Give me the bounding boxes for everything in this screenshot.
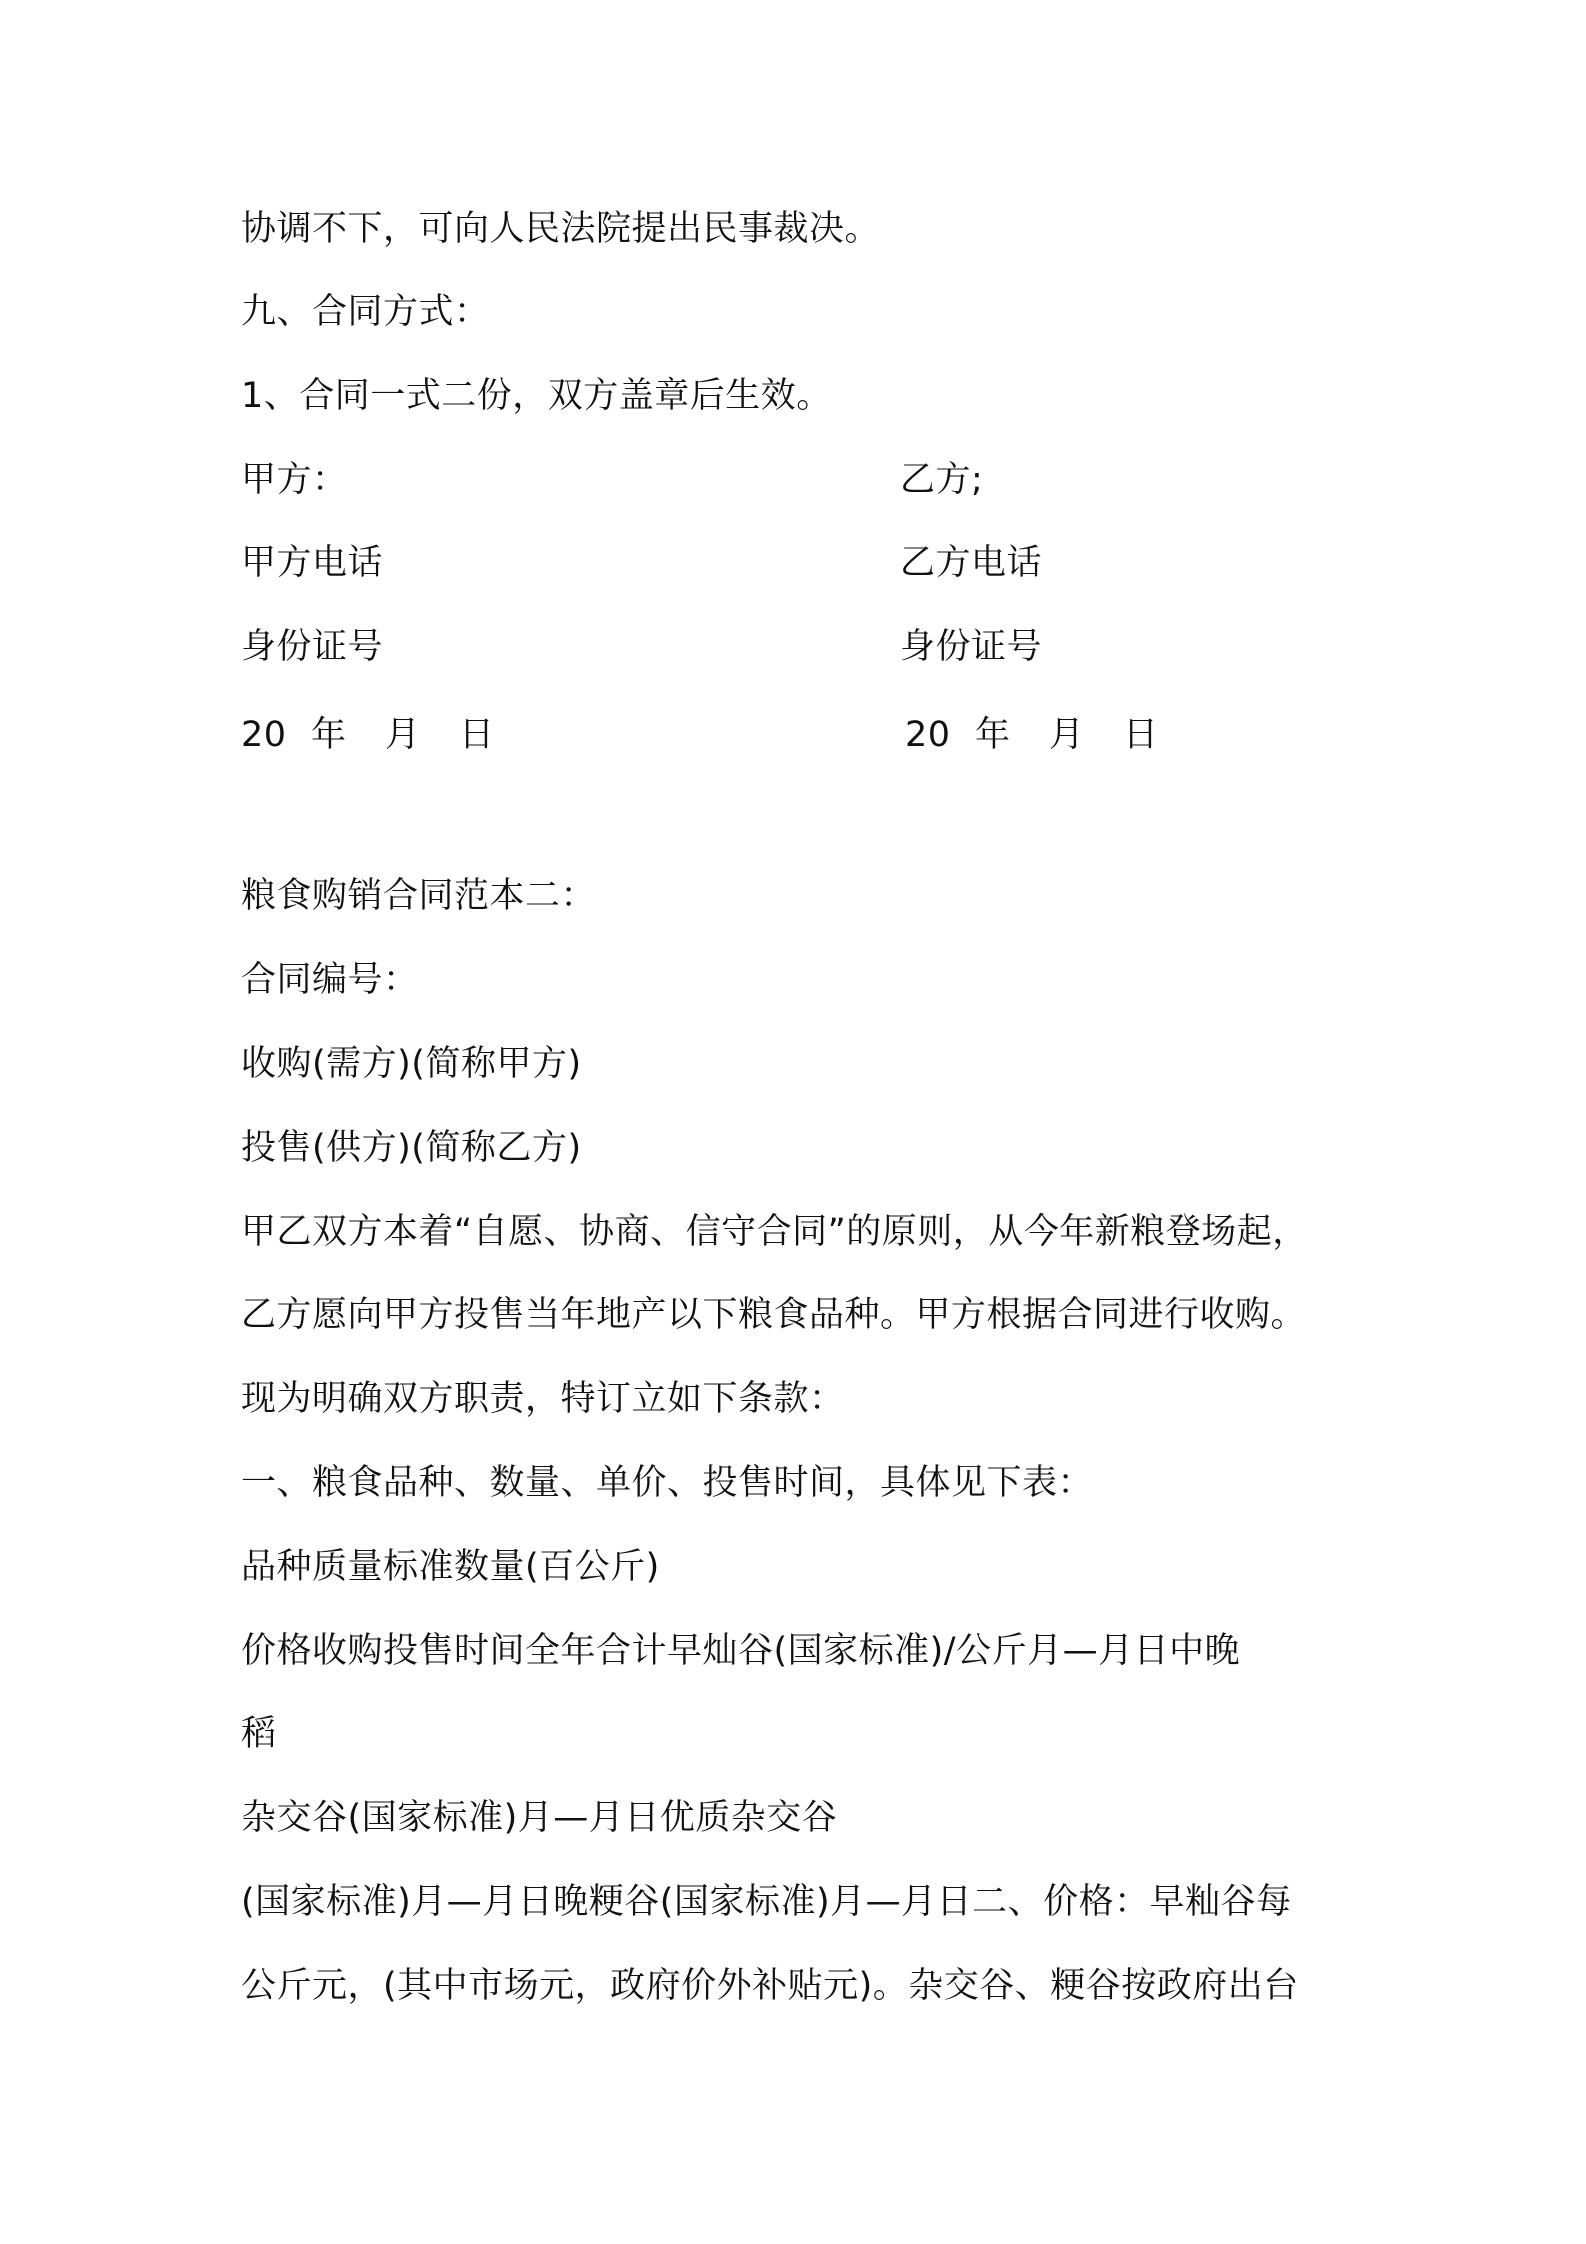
date-year-label: 年 (311, 715, 347, 755)
text-line-copies: 1、合同一式二份，双方盖章后生效。 (241, 376, 832, 416)
paragraph-line: 乙方愿向甲方投售当年地产以下粮食品种。甲方根据合同进行收购。 (241, 1295, 1307, 1335)
date-month-label: 月 (1049, 715, 1085, 755)
section-heading-contract-form: 九、合同方式： (241, 292, 490, 332)
table-text-line: 品种质量标准数量(百公斤) (241, 1547, 660, 1587)
party-a-id-label: 身份证号 (241, 627, 384, 667)
party-a-label: 甲方： (241, 460, 348, 500)
party-a-phone-label: 甲方电话 (241, 543, 384, 583)
date-day-label: 日 (1123, 715, 1159, 755)
paragraph-line: 现为明确双方职责，特订立如下条款： (241, 1379, 845, 1419)
party-b-date (905, 713, 1159, 757)
buyer-label: 收购(需方)(简称甲方) (241, 1044, 582, 1084)
table-text-line: 价格收购投售时间全年合计早灿谷(国家标准)/公斤月—月日中晚 (241, 1631, 1241, 1671)
seller-label: 投售(供方)(简称乙方) (241, 1128, 582, 1168)
party-b-label: 乙方; (900, 460, 984, 500)
contract-number-label: 合同编号： (241, 960, 419, 1000)
date-month-label: 月 (385, 715, 421, 755)
paragraph-line: 甲乙双方本着“自愿、协商、信守合同”的原则，从今年新粮登场起， (241, 1212, 1308, 1252)
party-a-date (241, 713, 495, 757)
date-year-label: 年 (975, 715, 1011, 755)
table-text-line: (国家标准)月—月日晚粳谷(国家标准)月—月日二、价格：早籼谷每 (241, 1882, 1292, 1922)
date-year-prefix: 20 (241, 715, 287, 755)
table-text-line: 稻 (241, 1714, 277, 1754)
text-line-arbitration: 协调不下，可向人民法院提出民事裁决。 (241, 209, 881, 249)
section-title-template-two: 粮食购销合同范本二： (241, 876, 597, 916)
party-b-phone-label: 乙方电话 (900, 543, 1043, 583)
clause-heading-one: 一、粮食品种、数量、单价、投售时间，具体见下表： (241, 1463, 1094, 1503)
date-day-label: 日 (459, 715, 495, 755)
paragraph-line: 公斤元，(其中市场元，政府价外补贴元)。杂交谷、粳谷按政府出台 (241, 1966, 1299, 2006)
table-text-line: 杂交谷(国家标准)月—月日优质杂交谷 (241, 1798, 838, 1838)
party-b-id-label: 身份证号 (900, 627, 1043, 667)
date-year-prefix: 20 (905, 715, 951, 755)
